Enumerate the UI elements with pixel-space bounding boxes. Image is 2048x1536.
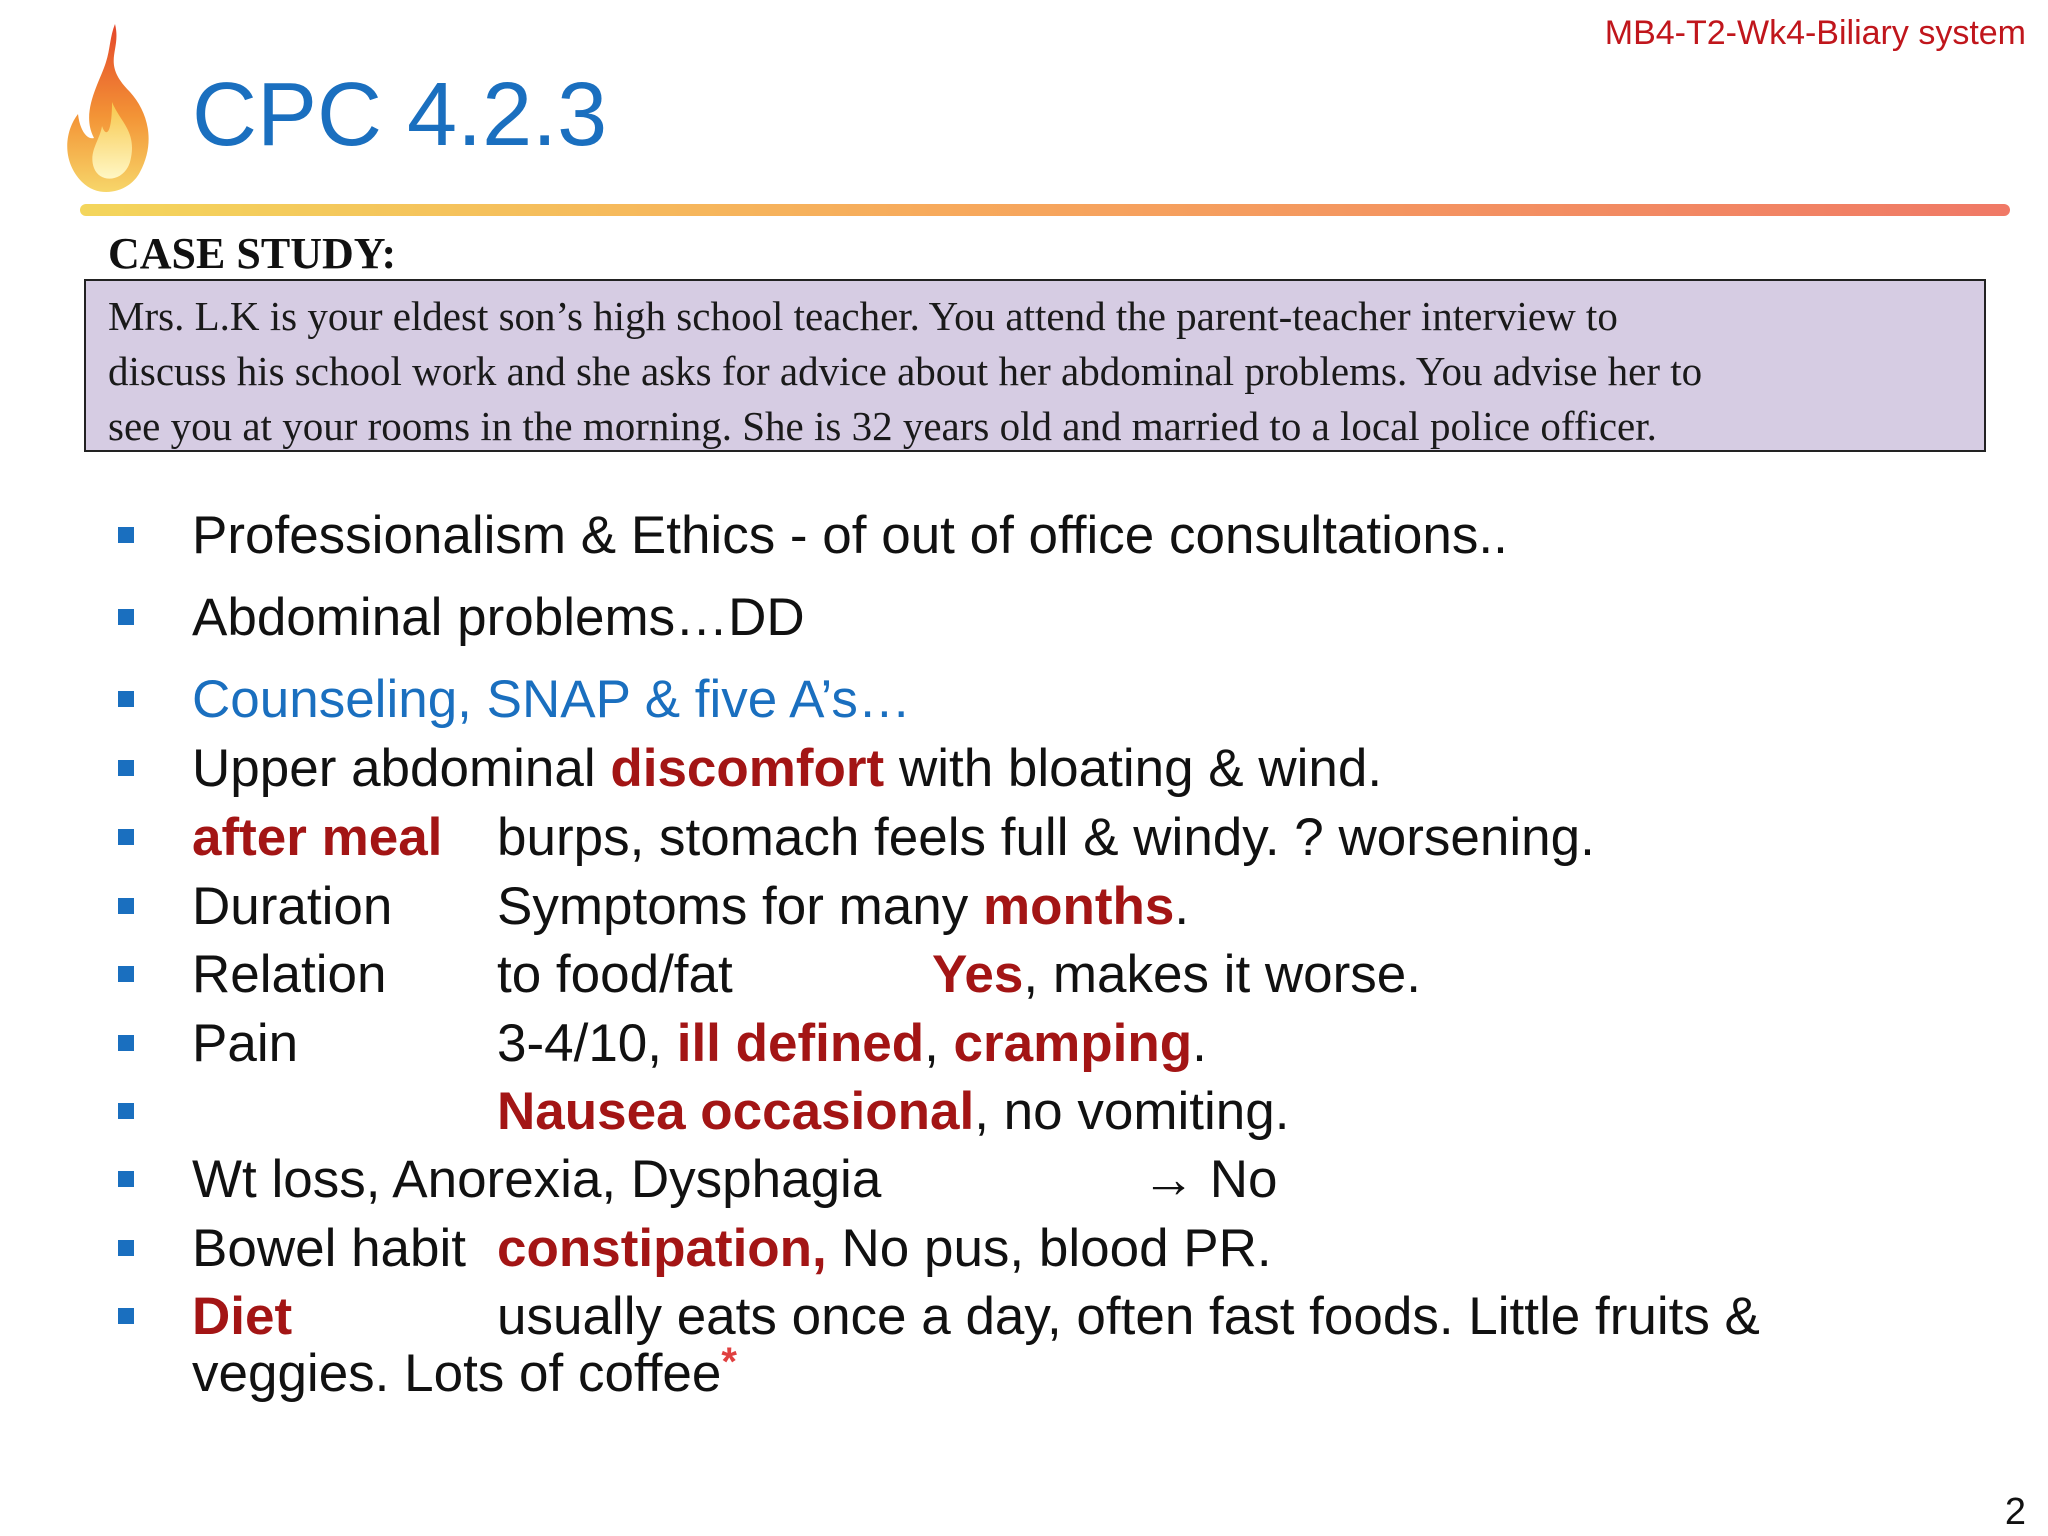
list-item — [0, 1013, 2048, 1077]
bullet-label: Diet — [192, 1287, 293, 1346]
emphasis: ill defined — [676, 1014, 925, 1073]
slide-title: CPC 4.2.3 — [192, 65, 608, 165]
bullet-text: Wt loss, Anorexia, Dysphagia — [192, 1150, 882, 1209]
page-number: 2 — [2004, 1491, 2026, 1533]
list-item — [0, 669, 2048, 733]
bullet-continuation: veggies. Lots of coffee* — [192, 1340, 737, 1403]
bullet-marker — [118, 609, 134, 625]
bullet-text: usually eats once a day, often fast foods. Little fruits & — [497, 1287, 1760, 1346]
emphasis: months — [982, 877, 1175, 936]
emphasis: Yes — [932, 945, 1024, 1004]
list-item — [0, 1081, 2048, 1145]
bullet-answer: Yes, makes it worse. — [932, 945, 1421, 1004]
bullet-marker — [118, 829, 134, 845]
list-item — [0, 505, 2048, 569]
bullet-marker — [118, 1103, 134, 1119]
bullet-text: to food/fat — [497, 945, 733, 1004]
bullet-text: Counseling, SNAP & five A’s… — [192, 670, 911, 729]
emphasis: Nausea occasional — [497, 1082, 975, 1141]
bullet-marker — [118, 1240, 134, 1256]
list-item — [0, 1149, 2048, 1213]
bullet-answer: → No — [1142, 1150, 1278, 1209]
list-item — [0, 807, 2048, 871]
bullet-text: Nausea occasional, no vomiting. — [497, 1082, 1290, 1141]
case-study-line: see you at your rooms in the morning. She is 32 years old and married to a local police officer. — [108, 403, 1657, 449]
bullet-label: Pain — [192, 1014, 299, 1073]
bullet-text: Professionalism & Ethics - of out of office consultations.. — [192, 506, 1508, 565]
asterisk-mark: * — [721, 1340, 737, 1384]
bullet-marker — [118, 760, 134, 776]
bullet-marker — [118, 966, 134, 982]
bullet-text: 3-4/10, ill defined, cramping. — [497, 1014, 1207, 1073]
emphasis: cramping — [953, 1014, 1193, 1073]
emphasis: discomfort — [610, 739, 885, 798]
case-study-label: CASE STUDY: — [108, 229, 397, 278]
case-study-line: Mrs. L.K is your eldest son’s high school teacher. You attend the parent-teacher interview to — [108, 293, 1618, 339]
bullet-text: Upper abdominal discomfort with bloating & wind. — [192, 739, 1383, 798]
flame-icon — [60, 22, 160, 202]
list-item — [0, 1218, 2048, 1282]
bullet-marker — [118, 527, 134, 543]
bullet-marker — [118, 691, 134, 707]
case-study-box — [84, 279, 1986, 452]
bullet-marker — [118, 898, 134, 914]
emphasis: constipation, — [497, 1219, 827, 1278]
case-study-line: discuss his school work and she asks for advice about her abdominal problems. You advise her to — [108, 348, 1703, 394]
bullet-text: burps, stomach feels full & windy. ? worsening. — [497, 808, 1595, 867]
bullet-marker — [118, 1308, 134, 1324]
list-item — [0, 738, 2048, 802]
title-underline — [80, 204, 2010, 216]
bullet-label: Duration — [192, 877, 393, 936]
bullet-label: after meal — [192, 808, 443, 867]
bullet-text: Symptoms for many months. — [497, 877, 1190, 936]
bullet-label: Bowel habit — [192, 1219, 467, 1278]
list-item — [0, 944, 2048, 1008]
bullet-marker — [118, 1171, 134, 1187]
list-item — [0, 876, 2048, 940]
bullet-marker — [118, 1035, 134, 1051]
course-code: MB4-T2-Wk4-Biliary system — [1604, 14, 2026, 52]
bullet-text: Abdominal problems…DD — [192, 588, 805, 647]
bullet-text: constipation, No pus, blood PR. — [497, 1219, 1272, 1278]
list-item — [0, 587, 2048, 651]
bullet-label: Relation — [192, 945, 387, 1004]
